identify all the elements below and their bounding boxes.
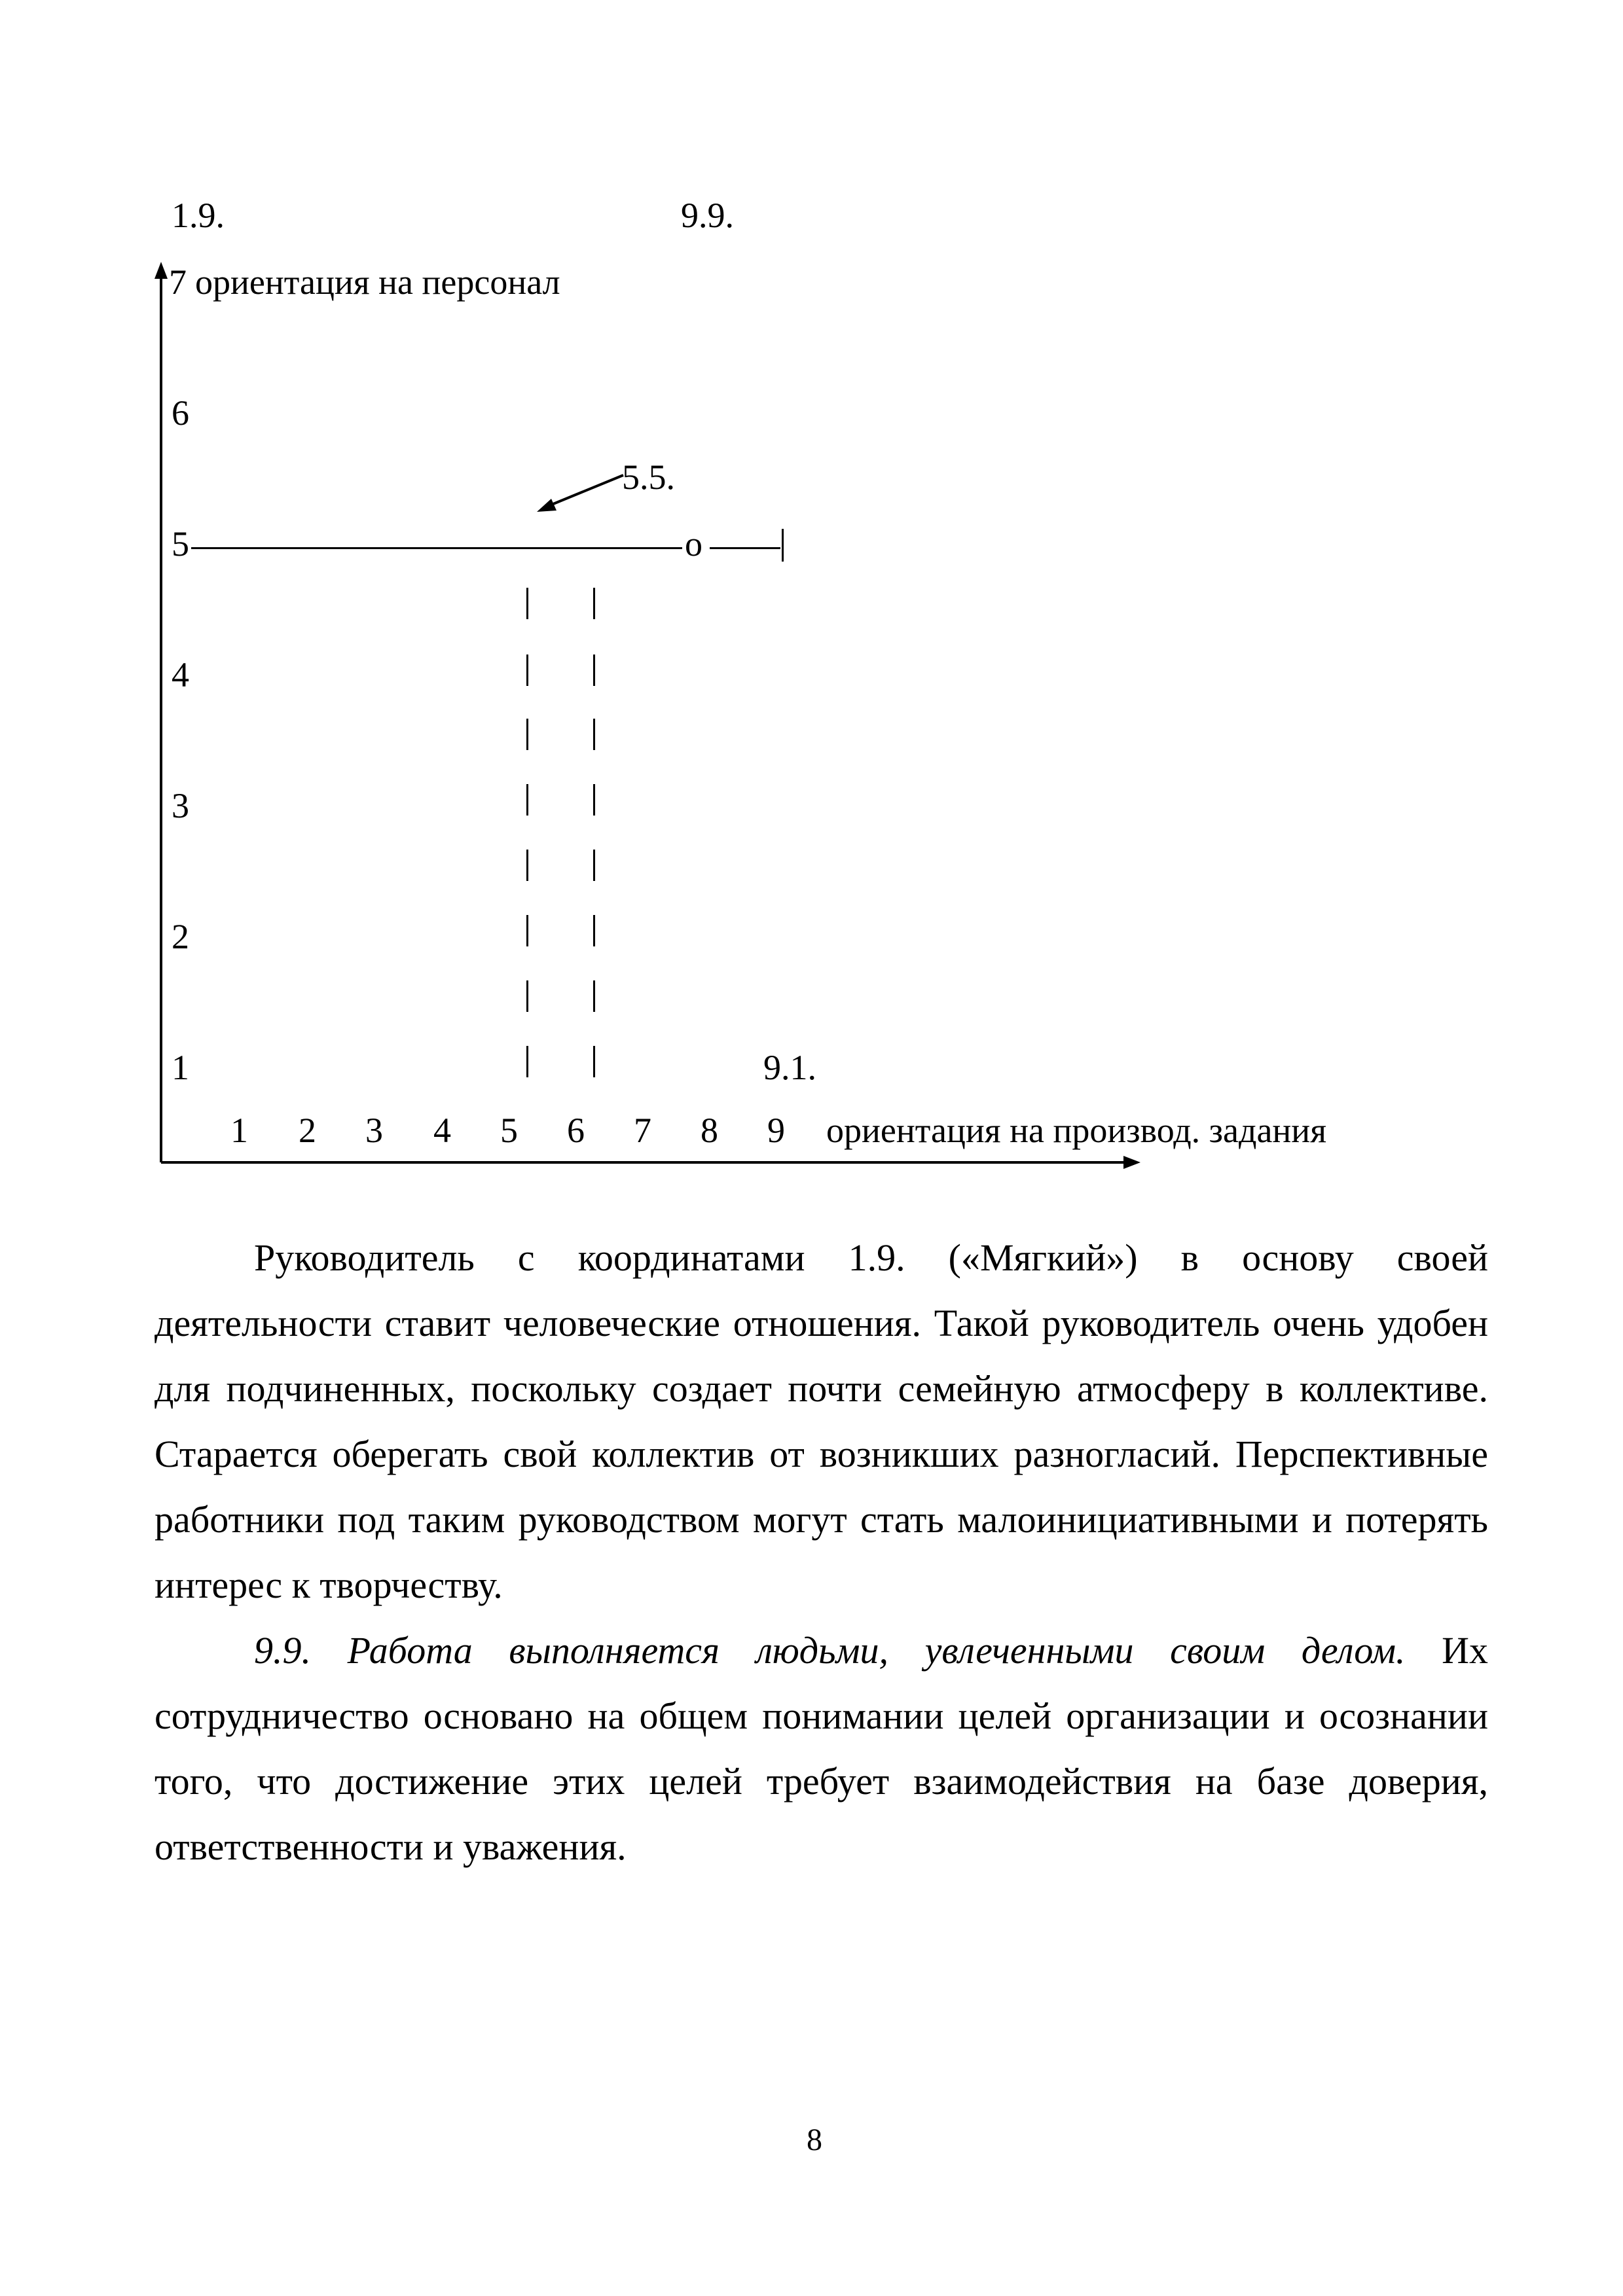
x-tick-4: 4 <box>433 1111 451 1150</box>
dash-right <box>593 980 595 1012</box>
level-5-line-right <box>710 547 780 549</box>
center-pointer-line <box>550 475 623 505</box>
level-5-line-left <box>191 547 682 549</box>
center-point-label: 5.5. <box>622 457 675 497</box>
italic-lead: 9.9. Работа выполняется людьми, увлеченными своим делом. <box>254 1629 1406 1672</box>
center-pointer-arrowhead <box>537 499 556 512</box>
x-tick-2: 2 <box>299 1111 316 1150</box>
dash-left <box>526 980 528 1012</box>
y-tick-3: 3 <box>172 786 189 825</box>
dash-left <box>526 655 528 686</box>
corner-label-1-9: 1.9. <box>172 196 225 235</box>
text-line: Старается оберегать свой коллектив от возникших разногласий. Перспективные <box>155 1433 1488 1475</box>
level-5-end-tick <box>782 529 784 562</box>
dash-left <box>526 588 528 619</box>
dash-left <box>526 915 528 946</box>
corner-label-9-1: 9.1. <box>763 1048 816 1087</box>
x-axis-title: ориентация на производ. задания <box>826 1111 1327 1150</box>
x-tick-7: 7 <box>634 1111 651 1150</box>
center-marker: o <box>685 524 702 564</box>
y-axis-title: ориентация на персонал <box>195 262 560 302</box>
dash-left <box>526 1046 528 1077</box>
dash-right <box>593 784 595 816</box>
dash-right <box>593 655 595 686</box>
dash-right <box>593 915 595 946</box>
dash-left <box>526 850 528 881</box>
y-tick-7: 7 <box>169 262 187 302</box>
y-tick-2: 2 <box>172 917 189 956</box>
x-axis-line <box>161 1161 1127 1164</box>
dash-right <box>593 588 595 619</box>
y-tick-4: 4 <box>172 655 189 694</box>
text-line: интерес к творчеству. <box>155 1564 503 1606</box>
x-tick-3: 3 <box>365 1111 383 1150</box>
y-tick-5: 5 <box>172 524 189 564</box>
text-line: ответственности и уважения. <box>155 1825 627 1868</box>
y-tick-1: 1 <box>172 1048 189 1087</box>
x-tick-8: 8 <box>701 1111 718 1150</box>
text-line: Руководитель с координатами 1.9. («Мягкий») в основу своей <box>254 1236 1488 1279</box>
dash-right <box>593 850 595 881</box>
x-tick-1: 1 <box>230 1111 248 1150</box>
y-tick-6: 6 <box>172 393 189 433</box>
x-tick-9: 9 <box>767 1111 785 1150</box>
y-axis-arrowhead <box>155 262 168 279</box>
dash-left <box>526 784 528 816</box>
x-tick-6: 6 <box>567 1111 585 1150</box>
text-line: того, что достижение этих целей требует взаимодействия на базе доверия, <box>155 1760 1488 1803</box>
x-tick-5: 5 <box>500 1111 518 1150</box>
dash-right <box>593 719 595 750</box>
dash-left <box>526 719 528 750</box>
text-line <box>155 1618 1488 1683</box>
text-line: работники под таким руководством могут стать малоинициативными и потерять <box>155 1498 1488 1541</box>
dash-right <box>593 1046 595 1077</box>
text-line: сотрудничество основано на общем понимании целей организации и осознании <box>155 1695 1488 1737</box>
text-line: деятельности ставит человеческие отношения. Такой руководитель очень удобен <box>155 1302 1488 1344</box>
page-number: 8 <box>807 2123 822 2157</box>
text-span: Их <box>1442 1629 1488 1672</box>
text-line: для подчиненных, поскольку создает почти семейную атмосферу в коллективе. <box>155 1367 1488 1410</box>
corner-label-9-9: 9.9. <box>681 196 734 235</box>
